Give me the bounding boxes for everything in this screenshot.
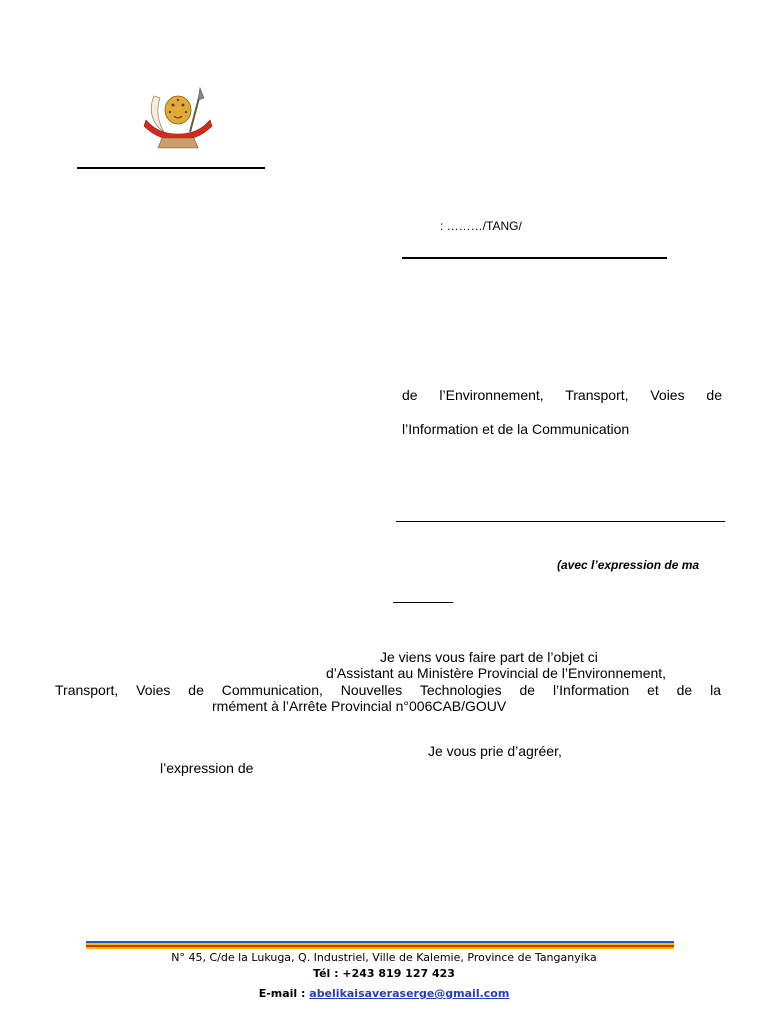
footer-email-label: E-mail : [258, 987, 306, 1000]
body-p1-line-3: Transport, Voies de Communication, Nouvelles Technologies de l’Information et de la [55, 682, 721, 698]
footer-address: N° 45, C/de la Lukuga, Q. Industriel, Ville de Kalemie, Province de Tanganyika [171, 951, 597, 964]
attention-note: (avec l’expression de ma [557, 558, 700, 572]
addressee-underline [396, 521, 725, 522]
subject-underline [393, 602, 453, 603]
body-p2-line-2: l’expression de [160, 760, 254, 776]
emblem-motto: PAIX [171, 126, 184, 132]
reference-underline [402, 257, 667, 259]
footer-email-link[interactable]: abelikaisaveraserge@gmail.com [309, 987, 510, 1000]
body-p1-line-2: d’Assistant au Ministère Provincial de l’Environnement, [326, 665, 667, 681]
emblem-underline [77, 167, 265, 169]
body-p1-line-1: Je viens vous faire part de l’objet ci [380, 649, 598, 665]
addressee-line-2: l’Information et de la Communication [402, 421, 630, 437]
footer-email-line [0, 987, 768, 1000]
footer-telephone: Tél : +243 819 127 423 [313, 967, 455, 980]
reference-number: : ………/TANG/ [440, 219, 522, 233]
addressee-line-1: de l’Environnement, Transport, Voies de [402, 387, 722, 403]
body-p1-line-4: rmément à l’Arrête Provincial n°006CAB/GOUV [212, 698, 507, 714]
drc-coat-of-arms-icon [140, 86, 216, 150]
footer-band-yellow-2 [86, 947, 674, 949]
body-p2-line-1: Je vous prie d’agréer, [428, 743, 562, 759]
